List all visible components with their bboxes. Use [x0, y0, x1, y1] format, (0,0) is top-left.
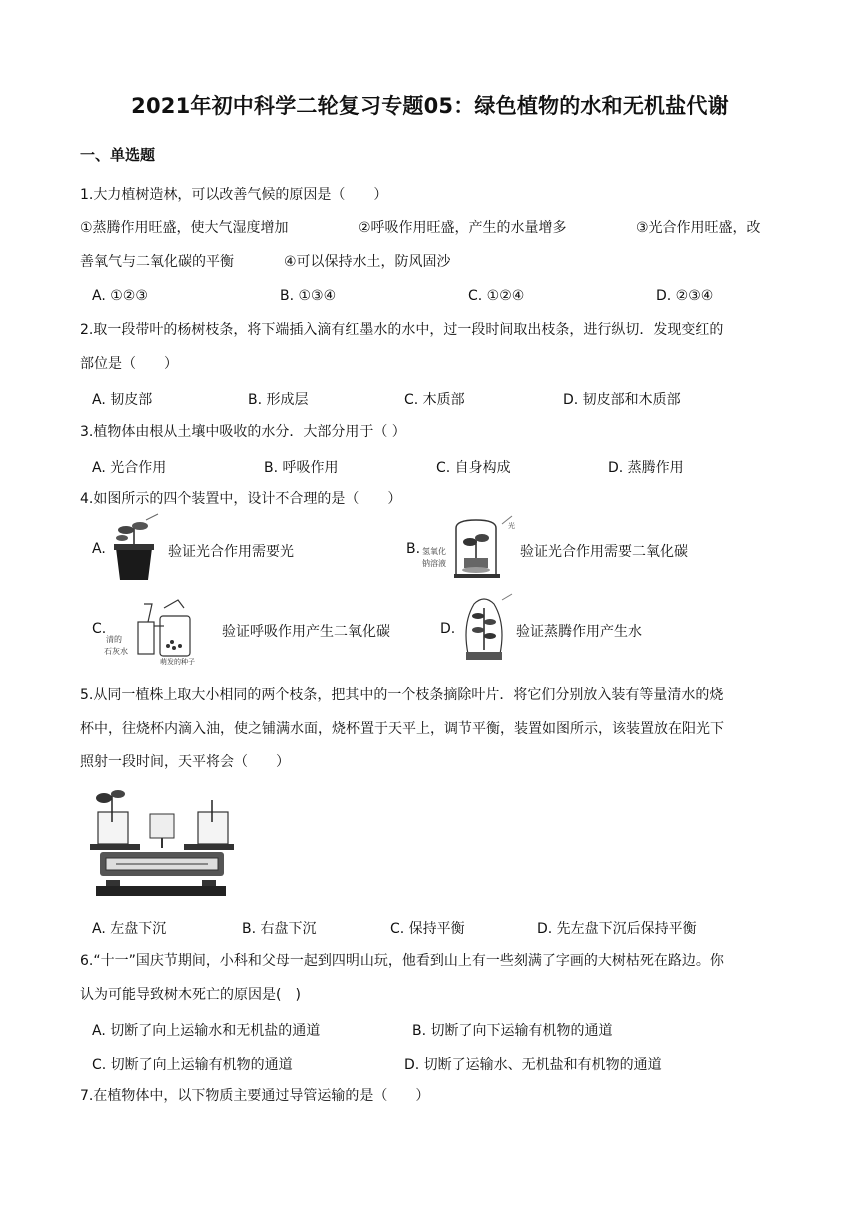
- question-5-stem-line1: 5.从同一植株上取大小相同的两个枝条，把其中的一个枝条摘除叶片．将它们分别放入装有等量清水的烧: [80, 687, 724, 703]
- q4-option-a-letter: A.: [92, 541, 106, 557]
- q5-option-c: C. 保持平衡: [390, 921, 465, 937]
- q4-option-d-letter: D.: [440, 621, 456, 637]
- q3-option-c: C. 自身构成: [436, 460, 511, 476]
- q1-item-3-cont: 善氧气与二氧化碳的平衡: [80, 254, 234, 270]
- q4-option-d-text: 验证蒸腾作用产生水: [516, 624, 642, 640]
- naoh-label-2: 钠溶液: [422, 559, 446, 568]
- q1-option-b: B. ①③④: [280, 288, 337, 304]
- q5-option-b: B. 右盘下沉: [242, 921, 317, 937]
- q1-option-d: D. ②③④: [656, 288, 714, 304]
- q4-option-c-letter: C.: [92, 621, 107, 637]
- question-6-stem-line2: 认为可能导致树木死亡的原因是( ): [80, 987, 301, 1003]
- q4-option-c-text: 验证呼吸作用产生二氧化碳: [222, 624, 390, 640]
- q2-option-d: D. 韧皮部和木质部: [563, 392, 681, 408]
- question-7-stem: 7.在植物体中，以下物质主要通过导管运输的是（ ）: [80, 1088, 430, 1104]
- q3-option-b: B. 呼吸作用: [264, 460, 339, 476]
- q2-option-a: A. 韧皮部: [92, 392, 153, 408]
- q4-option-b-text: 验证光合作用需要二氧化碳: [520, 544, 688, 560]
- lime-label-1: 清的: [106, 635, 122, 644]
- q6-option-b: B. 切断了向下运输有机物的通道: [412, 1023, 613, 1039]
- q3-option-a: A. 光合作用: [92, 460, 167, 476]
- question-3-stem: 3.植物体由根从土壤中吸收的水分．大部分用于（ ）: [80, 424, 406, 440]
- q6-option-a: A. 切断了向上运输水和无机盐的通道: [92, 1023, 321, 1039]
- q1-item-4: ④可以保持水土，防风固沙: [284, 254, 451, 270]
- q1-option-a: A. ①②③: [92, 288, 148, 304]
- q5-option-a: A. 左盘下沉: [92, 921, 167, 937]
- section-heading: 一、单选题: [80, 146, 156, 164]
- question-6-stem-line1: 6.“十一”国庆节期间，小科和父母一起到四明山玩，他看到山上有一些刻满了字画的大树枯死在路边。你: [80, 953, 724, 969]
- q4-option-a-text: 验证光合作用需要光: [168, 544, 294, 560]
- respiration-apparatus-figure: [104, 596, 214, 666]
- lime-label-2: 石灰水: [104, 647, 128, 656]
- q1-item-3: ③光合作用旺盛，改: [636, 220, 761, 236]
- seeds-label: 萌发的种子: [160, 658, 195, 666]
- question-4-stem: 4.如图所示的四个装置中，设计不合理的是（ ）: [80, 491, 402, 507]
- question-1-stem: 1.大力植树造林，可以改善气候的原因是（ ）: [80, 187, 388, 203]
- light-label: 光: [508, 522, 515, 530]
- q2-option-b: B. 形成层: [248, 392, 309, 408]
- q5-option-d: D. 先左盘下沉后保持平衡: [537, 921, 697, 937]
- q1-item-2: ②呼吸作用旺盛，产生的水量增多: [358, 220, 567, 236]
- q6-option-c: C. 切断了向上运输有机物的通道: [92, 1057, 293, 1073]
- q3-option-d: D. 蒸腾作用: [608, 460, 684, 476]
- question-5-stem-line2: 杯中，往烧杯内滴入油，使之铺满水面，烧杯置于天平上，调节平衡，装置如图所示，该装置放在阳光下: [80, 721, 724, 737]
- question-2-stem-line1: 2.取一段带叶的杨树枝条，将下端插入滴有红墨水的水中，过一段时间取出枝条，进行纵切．发现变红的: [80, 322, 724, 338]
- page-title: 2021年初中科学二轮复习专题05：绿色植物的水和无机盐代谢: [131, 94, 729, 118]
- q2-option-c: C. 木质部: [404, 392, 465, 408]
- potted-plant-light-figure: [108, 514, 160, 584]
- bell-jar-naoh-figure: [420, 514, 514, 582]
- question-2-stem-line2: 部位是（ ）: [80, 356, 178, 372]
- naoh-label-1: 氢氧化: [422, 547, 446, 556]
- balance-beakers-figure: [86, 786, 246, 900]
- q4-option-b-letter: B.: [406, 541, 421, 557]
- q1-item-1: ①蒸腾作用旺盛，使大气湿度增加: [80, 220, 289, 236]
- plant-bag-transpiration-figure: [454, 594, 514, 664]
- q1-option-c: C. ①②④: [468, 288, 525, 304]
- q6-option-d: D. 切断了运输水、无机盐和有机物的通道: [404, 1057, 662, 1073]
- question-5-stem-line3: 照射一段时间，天平将会（ ）: [80, 754, 290, 770]
